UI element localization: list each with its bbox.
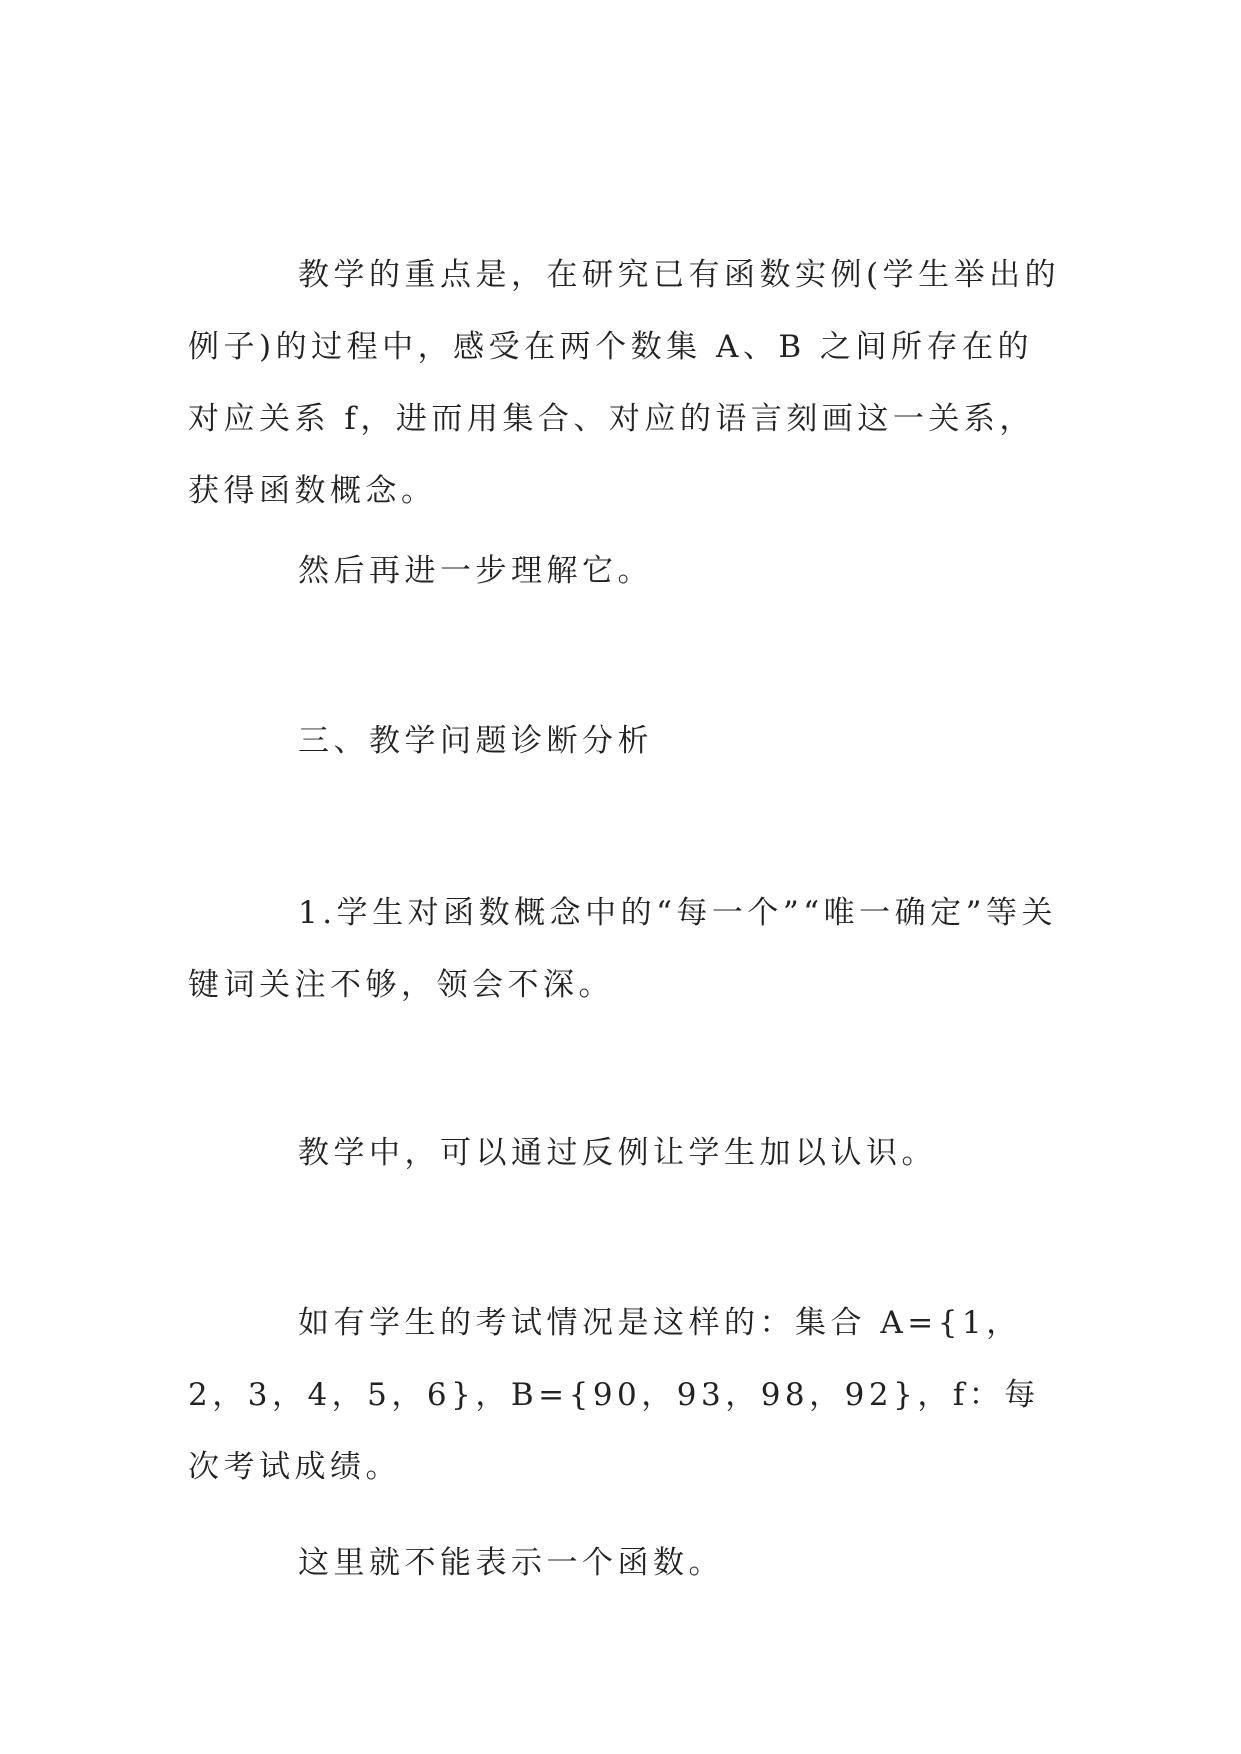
paragraph-exam-example: 如有学生的考试情况是这样的：集合 A={1，2，3，4，5，6}，B={90，93，98，92}，f：每次考试成绩。: [188, 1305, 1040, 1485]
section-heading-diagnosis: 三、教学问题诊断分析: [298, 723, 653, 759]
paragraph-teaching-focus: 教学的重点是，在研究已有函数实例(学生举出的例子)的过程中，感受在两个数集 A、B 之间所存在的对应关系 f，进而用集合、对应的语言刻画这一关系，获得函数概念。: [188, 257, 1061, 509]
paragraph-issue-1: 1.学生对函数概念中的“每一个”“唯一确定”等关键词关注不够，领会不深。: [188, 895, 1057, 1003]
paragraph-further-understanding: 然后再进一步理解它。: [298, 553, 653, 589]
paragraph-not-function: 这里就不能表示一个函数。: [298, 1545, 724, 1581]
paragraph-counterexample: 教学中，可以通过反例让学生加以认识。: [298, 1135, 937, 1171]
